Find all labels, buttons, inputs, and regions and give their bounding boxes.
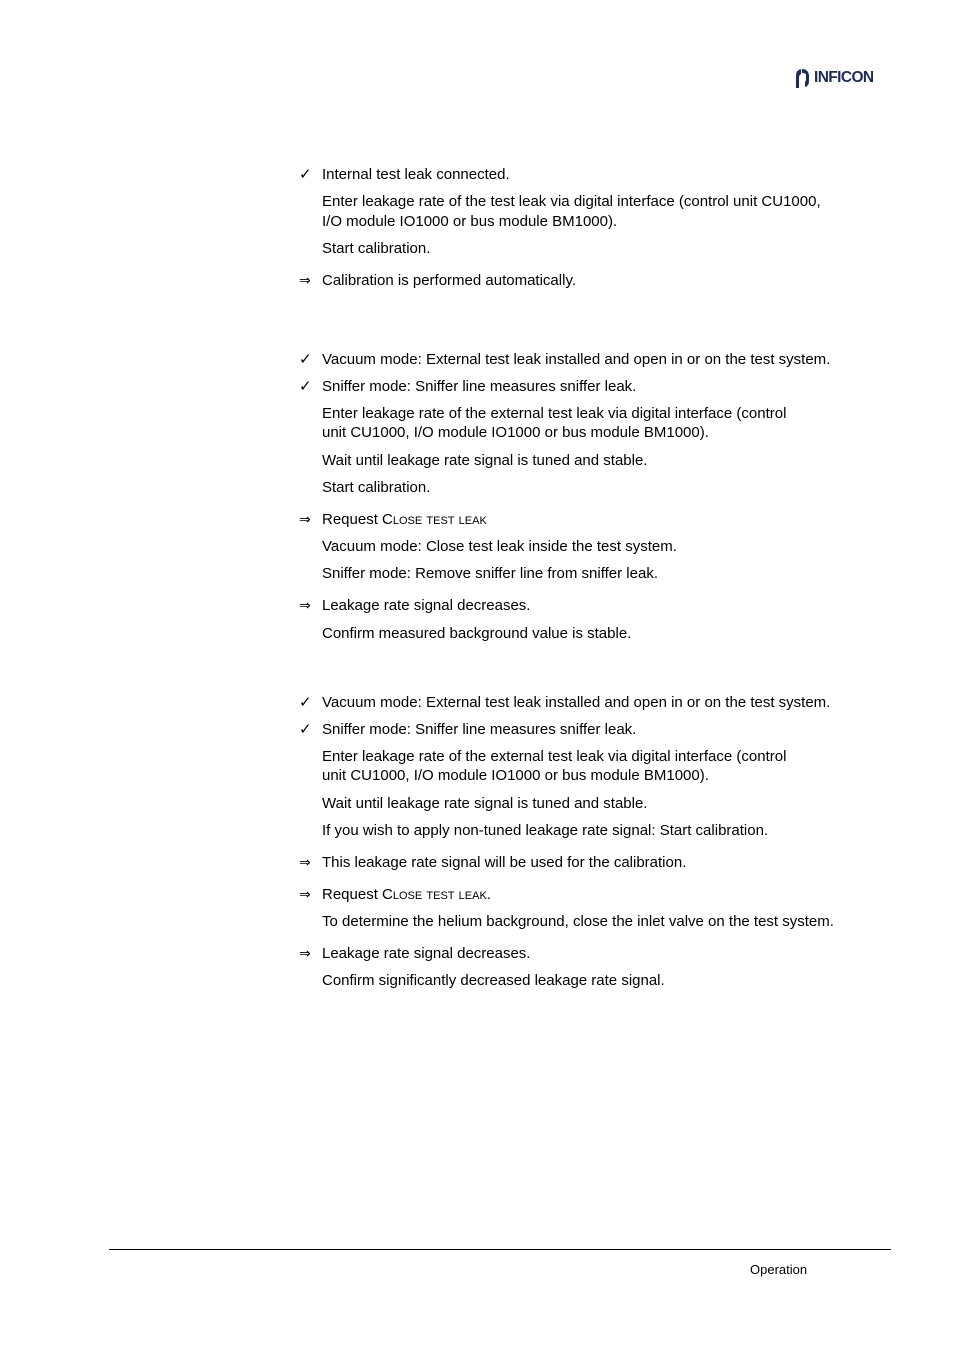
result-text: Leakage rate signal decreases. [322,597,531,614]
step-text: unit CU1000, I/O module IO1000 or bus module BM1000). [322,424,709,441]
prerequisite-text: Sniffer mode: Sniffer line measures sniffer leak. [322,721,637,738]
step-text: Enter leakage rate of the external test leak via digital interface (control [322,748,787,765]
step-text: I/O module IO1000 or bus module BM1000). [322,213,618,230]
step-text: Vacuum mode: Close test leak inside the test system. [322,538,677,555]
step-text: Start calibration. [322,479,431,496]
step-text: Start calibration. [322,240,431,257]
result-arrow-icon: ⇒ [299,511,311,527]
check-icon: ✓ [299,351,312,368]
step-text: Sniffer mode: Remove sniffer line from sniffer leak. [322,565,658,582]
step-text: Confirm significantly decreased leakage rate signal. [322,972,665,989]
result-text: This leakage rate signal will be used for the calibration. [322,854,687,871]
command-name: Close test leak [382,886,487,903]
prerequisite-text: Vacuum mode: External test leak installed and open in or on the test system. [322,351,831,368]
footer-section-label: Operation [750,1262,808,1277]
command-name: Close test leak [382,511,487,528]
result-prefix: Request [322,511,383,528]
step-text: Confirm measured background value is stable. [322,625,632,642]
result-text: Leakage rate signal decreases. [322,945,531,962]
result-arrow-icon: ⇒ [299,854,311,870]
check-icon: ✓ [299,721,312,738]
result-arrow-icon: ⇒ [299,597,311,613]
check-icon: ✓ [299,166,312,183]
result-suffix: . [486,886,491,903]
step-text: Enter leakage rate of the external test leak via digital interface (control [322,405,787,422]
step-text: Wait until leakage rate signal is tuned and stable. [322,452,648,469]
footer-divider [109,1249,891,1250]
step-text: Enter leakage rate of the test leak via digital interface (control unit CU1000, [322,193,821,210]
result-text [322,510,487,529]
prerequisite-text: Sniffer mode: Sniffer line measures sniffer leak. [322,378,637,395]
result-arrow-icon: ⇒ [299,886,311,902]
check-icon: ✓ [299,378,312,395]
step-text: If you wish to apply non-tuned leakage rate signal: Start calibration. [322,822,769,839]
step-text: To determine the helium background, close the inlet valve on the test system. [322,913,834,930]
step-text: Wait until leakage rate signal is tuned and stable. [322,795,648,812]
brand-name: INFICON [814,69,874,86]
result-text [322,885,491,904]
result-arrow-icon: ⇒ [299,272,311,288]
step-text: unit CU1000, I/O module IO1000 or bus module BM1000). [322,767,709,784]
result-text: Calibration is performed automatically. [322,272,576,289]
result-arrow-icon: ⇒ [299,945,311,961]
check-icon: ✓ [299,694,312,711]
result-prefix: Request [322,886,383,903]
inficon-logo [794,66,874,90]
prerequisite-text: Vacuum mode: External test leak installed and open in or on the test system. [322,694,831,711]
prerequisite-text: Internal test leak connected. [322,166,510,183]
inficon-logo-icon [794,67,811,89]
